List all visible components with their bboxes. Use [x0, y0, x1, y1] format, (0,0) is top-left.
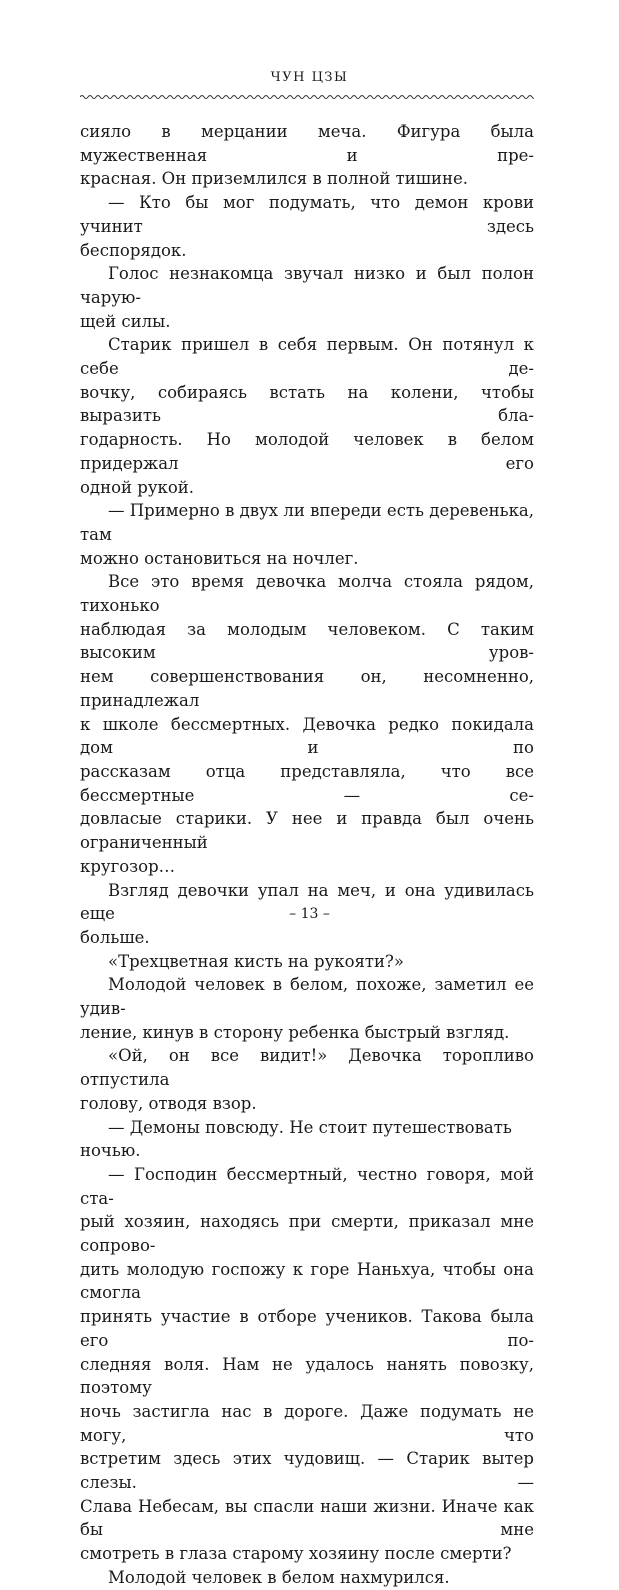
text-line: следняя воля. Нам не удалось нанять повозку, поэтому — [80, 1354, 534, 1398]
text-line: дить молодую госпожу к горе Наньхуа, чтобы она смогла — [80, 1259, 534, 1303]
text-line: довласые старики. У нее и правда был очень ограниченный — [80, 809, 534, 853]
text-line: «Трехцветная кисть на рукояти?» — [108, 951, 404, 971]
text-line: ление, кинув в сторону ребенка быстрый взгляд. — [80, 1022, 510, 1042]
text-line: смотреть в глаза старому хозяину после смерти? — [80, 1544, 512, 1564]
text-line: Все это время девочка молча стояла рядом, тихонько — [80, 572, 534, 616]
text-line: красная. Он приземлился в полной тишине. — [80, 169, 469, 189]
text-line: одной рукой. — [80, 477, 195, 497]
text-line: «Ой, он все видит!» Девочка торопливо отпустила — [80, 1046, 534, 1090]
text-line: годарность. Но молодой человек в белом придержал его — [80, 430, 534, 473]
text-line: Старик пришел в себя первым. Он потянул к себе де- — [80, 335, 534, 379]
page-number: – 13 – — [289, 906, 330, 922]
text-line: голову, отводя взор. — [80, 1093, 257, 1113]
text-line: беспорядок. — [80, 240, 187, 260]
text-line: — Господин бессмертный, честно говоря, мой ста- — [80, 1164, 534, 1208]
text-line: сияло в мерцании меча. Фигура была мужественная и пре- — [80, 122, 534, 165]
text-line: — Примерно в двух ли впереди есть деревенька, там — [80, 501, 534, 544]
text-line: кругозор… — [80, 856, 176, 876]
text-line: — Кто бы мог подумать, что демон крови учинит здесь — [80, 193, 534, 236]
text-line: Молодой человек в белом нахмурился. — [108, 1567, 450, 1587]
text-line: рый хозяин, находясь при смерти, приказал мне сопрово- — [80, 1212, 534, 1256]
text-line: наблюдая за молодым человеком. С таким высоким уров- — [80, 619, 534, 663]
text-line: — Демоны повсюду. Не стоит путешествовать ночью. — [80, 1117, 512, 1161]
text-line: щей силы. — [80, 311, 171, 331]
text-line: Голос незнакомца звучал низко и был полон чарую- — [80, 264, 534, 307]
text-line: Взгляд девочки упал на меч, и она удивилась еще — [80, 880, 534, 924]
text-line: нем совершенствования он, несомненно, принадлежал — [80, 667, 534, 710]
running-header: ЧУН ЦЗЫ — [270, 70, 349, 85]
text-line: ночь застигла нас в дороге. Даже подумать не могу, что — [80, 1401, 534, 1445]
text-line: Слава Небесам, вы спасли наши жизни. Иначе как бы мне — [80, 1496, 534, 1540]
text-line: можно остановиться на ночлег. — [80, 548, 359, 568]
text-line: принять участие в отборе учеников. Такова была его по- — [80, 1307, 534, 1350]
page-body — [80, 120, 534, 1590]
text-line: встретим здесь этих чудовищ. — Старик вытер слезы. — — [80, 1449, 534, 1493]
header-wavy-rule — [80, 93, 534, 101]
text-line: рассказам отца представляла, что все бессмертные — се- — [80, 761, 534, 805]
text-line: Молодой человек в белом, похоже, заметил ее удив- — [80, 975, 534, 1019]
text-line: больше. — [80, 927, 150, 947]
text-line: вочку, собираясь встать на колени, чтобы выразить бла- — [80, 382, 534, 426]
text-line: к школе бессмертных. Девочка редко покидала дом и по — [80, 714, 534, 758]
